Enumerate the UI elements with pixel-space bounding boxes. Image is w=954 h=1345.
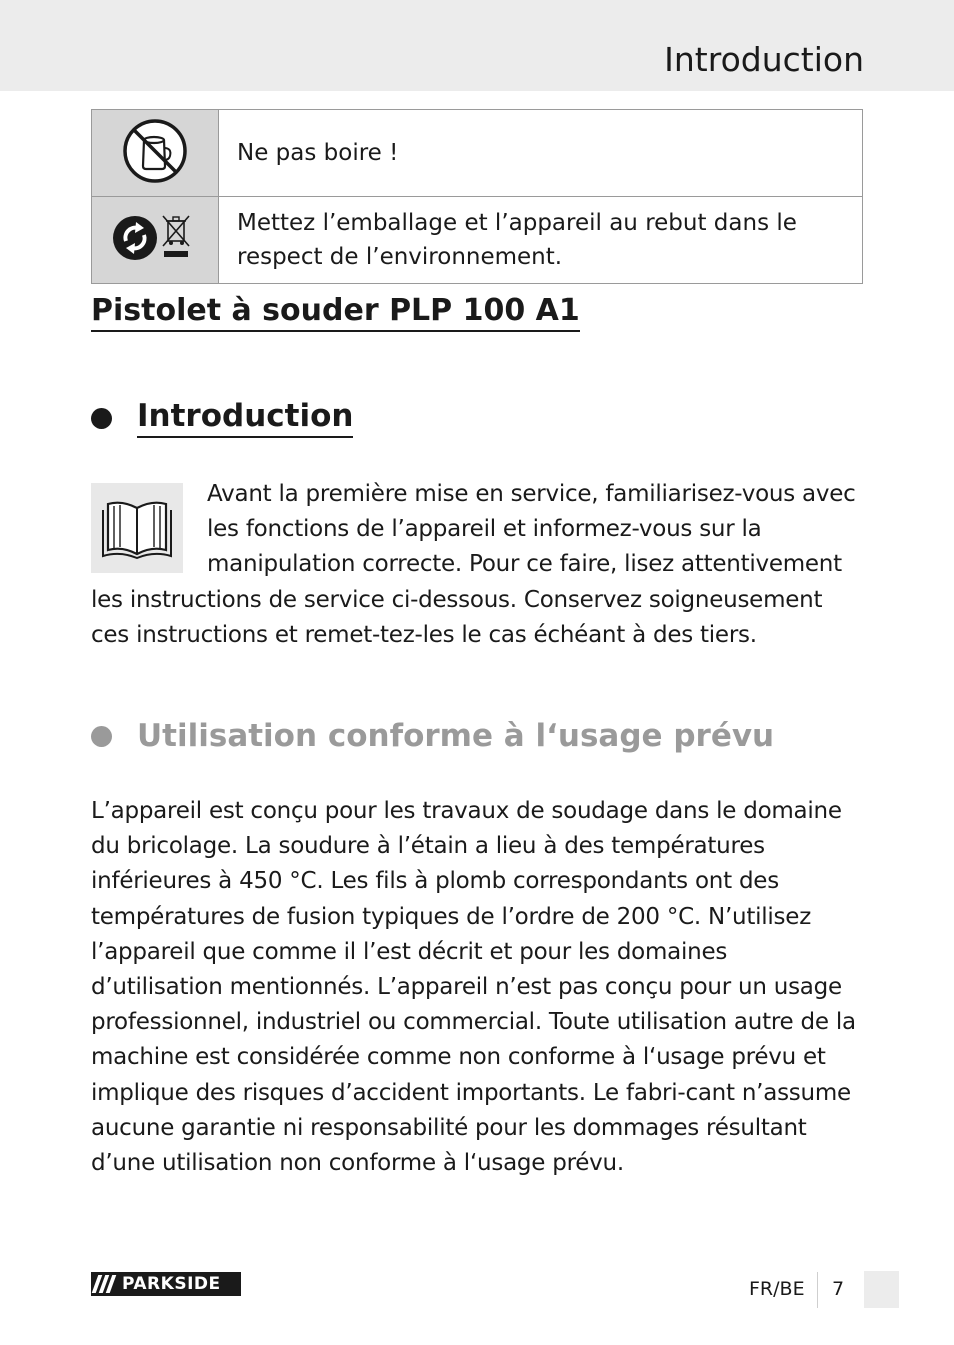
symbols-table bbox=[91, 109, 863, 284]
logo-stripes-icon bbox=[95, 1275, 116, 1293]
footer-divider bbox=[817, 1272, 818, 1308]
bullet-icon bbox=[91, 726, 112, 747]
section-heading-label: Introduction bbox=[137, 398, 353, 438]
usage-paragraph: L’appareil est conçu pour les travaux de soudage dans le domaine du bricolage. La soudure à l’étain a lieu à des températures inférieures à 450 °C. Les fils à plomb correspondants ont des températures de fusion typiques de l’ordre de 200 °C. N’utilisez l’appareil que comme il l’est décrit et pour les domaines d’utilisation mentionnés. L’appareil n’est pas conçu pour un usage professionnel, industriel ou commercial. Toute utilisation autre de la machine est considérée comme non conforme à l‘usage prévu et implique des risques d’accident importants. Le fabri-cant n’assume aucune garantie ni responsabilité pour les dommages résultant d’une utilisation non conforme à l‘usage prévu. bbox=[91, 798, 856, 1177]
bullet-icon bbox=[91, 408, 112, 429]
manual-book-icon bbox=[100, 496, 174, 560]
symbol-icon-cell bbox=[92, 110, 219, 197]
footer-locale: FR/BE bbox=[749, 1278, 805, 1300]
section-heading-introduction bbox=[91, 398, 353, 438]
symbol-icon-cell bbox=[92, 197, 219, 284]
page-number: 7 bbox=[832, 1278, 845, 1300]
symbol-text-no-drinking: Ne pas boire ! bbox=[219, 110, 863, 197]
intro-text: Avant la première mise en service, familiarisez-vous avec les fonctions de l’appareil et informez-vous sur la manipulation correcte. Pour ce faire, lisez attentivement les instructions de service ci-dessous. Conservez soigneusement ces instructions et remet-tez-les le cas échéant à des tiers. bbox=[91, 481, 856, 648]
no-drinking-icon bbox=[120, 116, 190, 186]
parkside-logo bbox=[91, 1272, 241, 1296]
intro-paragraph-block bbox=[91, 477, 863, 653]
symbol-row-no-drinking bbox=[92, 110, 863, 197]
manual-icon-box bbox=[91, 483, 183, 573]
footer-tab-box bbox=[864, 1271, 899, 1308]
symbol-text-recycle: Mettez l’emballage et l’appareil au rebut dans le respect de l’environnement. bbox=[219, 197, 863, 284]
section-heading-label: Utilisation conforme à l‘usage prévu bbox=[137, 718, 775, 754]
product-title: Pistolet à souder PLP 100 A1 bbox=[91, 293, 580, 332]
section-heading-usage bbox=[91, 718, 774, 754]
recycle-disposal-icon bbox=[105, 208, 205, 268]
symbol-row-recycle bbox=[92, 197, 863, 284]
page-header-title: Introduction bbox=[664, 40, 864, 79]
logo-text: PARKSIDE bbox=[122, 1274, 221, 1294]
